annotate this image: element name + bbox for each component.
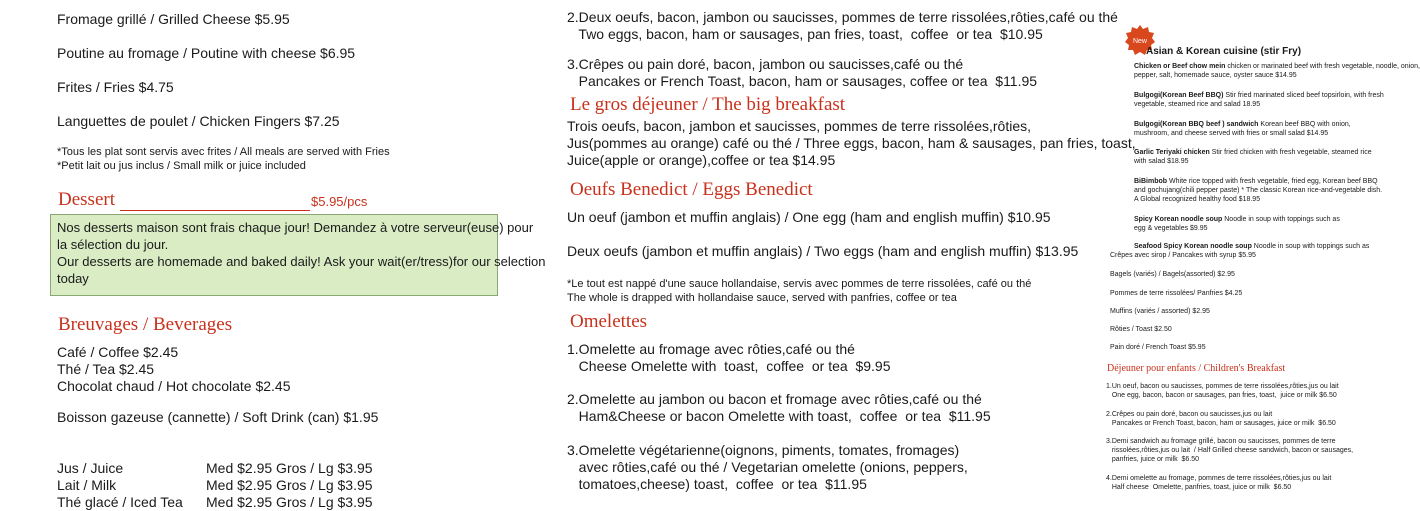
asian-item-desc: egg & vegetables $9.95 xyxy=(1134,225,1208,232)
menu-item: Poutine au fromage / Poutine with cheese $6.95 xyxy=(57,45,356,61)
asian-item-desc: with salad $18.95 xyxy=(1134,158,1189,165)
asian-item-name: Garlic Teriyaki chicken xyxy=(1134,149,1210,156)
side-item: Rôties / Toast $2.50 xyxy=(1110,326,1172,333)
right-column xyxy=(1090,0,1420,500)
kids-item-line: 1.Un oeuf, bacon ou saucisses, pommes de terre rissolées,rôties,jus ou lait xyxy=(1106,383,1339,390)
side-item: Muffins (variés / assorted) $2.95 xyxy=(1110,308,1210,315)
asian-item-desc: vegetable, steamed rice and salad 18.95 xyxy=(1134,101,1261,108)
asian-item-name: Bulgogi(Korean Beef BBQ) xyxy=(1134,92,1224,99)
omelette-item-fr: 1.Omelette au fromage avec rôties,café ou thé xyxy=(567,341,855,357)
asian-item xyxy=(1134,62,1420,80)
dessert-heading: Dessert xyxy=(58,189,115,210)
kids-item xyxy=(1106,410,1336,428)
note: *Tous les plat sont servis avec frites / All meals are served with Fries xyxy=(57,146,390,158)
breakfast-item-fr: 3.Crêpes ou pain doré, bacon, jambon ou saucisses,café ou thé xyxy=(567,56,964,72)
breakfast-item-en: Two eggs, bacon, ham or sausages, pan fries, toast, coffee or tea $10.95 xyxy=(567,26,1043,42)
asian-item-name: Spicy Korean noodle soup xyxy=(1134,216,1223,223)
asian-item-name: Chicken or Beef chow mein xyxy=(1134,63,1226,70)
big-breakfast-line: Trois oeufs, bacon, jambon et saucisses, pommes de terre rissolées,rôties, xyxy=(567,118,1032,134)
new-badge-label: New xyxy=(1132,38,1148,45)
benedict-item: Deux oeufs (jambon et muffin anglais) / Two eggs (ham and english muffin) $13.95 xyxy=(567,243,1079,259)
juice-name: Jus / Juice xyxy=(57,460,124,476)
big-breakfast-heading: Le gros déjeuner / The big breakfast xyxy=(570,94,846,115)
asian-item-desc: and gochujang(chili pepper paste) * The classic Korean rice-and-vegetable dish. xyxy=(1134,187,1383,194)
omelette-item-en: Cheese Omelette with toast, coffee or tea $9.95 xyxy=(567,358,891,374)
asian-item-desc: White rice topped with fresh vegetable, fried egg, Korean beef BBQ xyxy=(1167,178,1378,185)
kids-item xyxy=(1106,474,1331,492)
omelettes-heading: Omelettes xyxy=(570,311,648,332)
juice-price: Med $2.95 Gros / Lg $3.95 xyxy=(206,477,373,493)
side-item: Crêpes avec sirop / Pancakes with syrup $5.95 xyxy=(1110,252,1256,259)
side-item: Pommes de terre rissolées/ Panfries $4.25 xyxy=(1110,290,1243,297)
asian-item-desc: Stir fried marinated sliced beef topsirloin, with fresh xyxy=(1223,92,1384,99)
kids-item-line: Pancakes or French Toast, bacon, ham or sausages, juice or milk $6.50 xyxy=(1106,420,1336,427)
asian-item xyxy=(1134,120,1351,138)
asian-item xyxy=(1134,148,1372,166)
asian-item-name: Bulgogi(Korean BBQ beef ) sandwich xyxy=(1134,121,1259,128)
asian-item-desc: Stir fried chicken with fresh vegetable, steamed rice xyxy=(1209,149,1372,156)
beverage-item: Thé / Tea $2.45 xyxy=(57,361,155,377)
juice-name: Lait / Milk xyxy=(57,477,117,493)
dessert-box-line: today xyxy=(57,271,89,286)
asian-item xyxy=(1134,215,1340,233)
menu-item: Frites / Fries $4.75 xyxy=(57,79,174,95)
beverage-item: Café / Coffee $2.45 xyxy=(57,344,179,360)
omelette-item-en: Ham&Cheese or bacon Omelette with toast, coffee or tea $11.95 xyxy=(567,408,991,424)
dessert-box-line: Nos desserts maison sont frais chaque jour! Demandez à votre serveur(euse) pour xyxy=(57,220,534,235)
omelette-item-fr: 3.Omelette végétarienne(oignons, piments, tomates, fromages) xyxy=(567,442,960,458)
kids-item-line: 3.Demi sandwich au fromage grillé, bacon ou saucisses, pommes de terre xyxy=(1106,438,1336,445)
asian-item-desc: chicken or marinated beef with fresh vegetable, noodle, onion, xyxy=(1225,63,1420,70)
asian-item xyxy=(1134,91,1384,109)
kids-item-line: rissolées,rôties,jus ou lait / Half Grilled cheese sandwich, bacon or sausages, xyxy=(1106,447,1354,454)
soft-drink-item: Boisson gazeuse (cannette) / Soft Drink (can) $1.95 xyxy=(57,409,379,425)
breakfast-item-en: Pancakes or French Toast, bacon, ham or sausages, coffee or tea $11.95 xyxy=(567,73,1038,89)
asian-section xyxy=(1090,0,1420,250)
kids-item xyxy=(1106,382,1339,400)
big-breakfast-line: Juice(apple or orange),coffee or tea $14.95 xyxy=(567,152,836,168)
big-breakfast-line: Jus(pommes au orange) café ou thé / Three eggs, bacon, ham & sausages, pan fries, toast, xyxy=(567,135,1136,151)
kids-item-line: 2.Crêpes ou pain doré, bacon ou saucisses,jus ou lait xyxy=(1106,411,1273,418)
benedict-note: *Le tout est nappé d'une sauce hollandaise, servis avec pommes de terre rissolées, café ou thé xyxy=(567,278,1032,290)
dessert-rule xyxy=(120,210,310,211)
dessert-box-line: la sélection du jour. xyxy=(57,237,169,252)
kids-item-line: One egg, bacon, bacon or sausages, pan fries, toast, juice or milk $6.50 xyxy=(1106,392,1337,399)
asian-item xyxy=(1134,177,1382,204)
juice-price: Med $2.95 Gros / Lg $3.95 xyxy=(206,460,373,476)
asian-item-desc: Noodle in soup with toppings such as xyxy=(1222,216,1340,223)
asian-heading: Asian & Korean cuisine (stir Fry) xyxy=(1146,46,1302,57)
benedict-heading: Oeufs Benedict / Eggs Benedict xyxy=(570,179,813,200)
asian-item-desc: Korean beef BBQ with onion, xyxy=(1258,121,1351,128)
kids-item xyxy=(1106,437,1353,464)
beverages-heading: Breuvages / Beverages xyxy=(58,314,233,335)
menu-item: Fromage grillé / Grilled Cheese $5.95 xyxy=(57,11,290,27)
asian-item xyxy=(1134,242,1369,251)
beverage-item: Chocolat chaud / Hot chocolate $2.45 xyxy=(57,378,291,394)
asian-item-name: BiBimbob xyxy=(1134,178,1168,185)
juice-name: Thé glacé / Iced Tea xyxy=(57,494,183,510)
benedict-note: The whole is drapped with hollandaise sauce, served with panfries, coffee or tea xyxy=(567,292,957,304)
kids-heading: Déjeuner pour enfants / Children's Breakfast xyxy=(1107,363,1286,374)
kids-item-line: Half cheese Omelette, panfries, toast, juice or milk $6.50 xyxy=(1106,484,1292,491)
omelette-item-en: tomatoes,cheese) toast, coffee or tea $11.95 xyxy=(567,476,867,492)
dessert-box-line: Our desserts are homemade and baked daily! Ask your wait(er/tress)for our selection xyxy=(57,254,546,269)
asian-item-desc: mushroom, and cheese served with fries or small salad $14.95 xyxy=(1134,130,1329,137)
asian-item-desc: A Global recognized healthy food $18.95 xyxy=(1134,196,1261,203)
omelette-item-fr: 2.Omelette au jambon ou bacon et fromage avec rôties,café ou thé xyxy=(567,391,982,407)
menu-item: Languettes de poulet / Chicken Fingers $7.25 xyxy=(57,113,340,129)
note: *Petit lait ou jus inclus / Small milk or juice included xyxy=(57,160,306,172)
benedict-item: Un oeuf (jambon et muffin anglais) / One egg (ham and english muffin) $10.95 xyxy=(567,209,1051,225)
kids-item-line: 4.Demi omelette au fromage, pommes de terre rissolées,rôties,jus ou lait xyxy=(1106,475,1332,482)
left-column xyxy=(0,0,546,510)
asian-item-desc: pepper, salt, homemade sauce, oyster sauce $14.95 xyxy=(1134,72,1297,79)
side-item: Bagels (variés) / Bagels(assorted) $2.95 xyxy=(1110,271,1235,278)
breakfast-item-fr: 2.Deux oeufs, bacon, jambon ou saucisses, pommes de terre rissolées,rôties,café ou thé xyxy=(567,9,1118,25)
dessert-info-box xyxy=(50,214,546,296)
kids-item-line: panfries, juice or milk $6.50 xyxy=(1106,456,1199,463)
asian-item-name: Seafood Spicy Korean noodle soup xyxy=(1134,243,1252,250)
dessert-price: $5.95/pcs xyxy=(311,194,368,209)
middle-column xyxy=(540,0,1136,500)
asian-item-desc: Noodle in soup with toppings such as xyxy=(1251,243,1370,250)
juice-price: Med $2.95 Gros / Lg $3.95 xyxy=(206,494,373,510)
omelette-item-en: avec rôties,café ou thé / Vegetarian omelette (onions, peppers, xyxy=(567,459,968,475)
side-item: Pain doré / French Toast $5.95 xyxy=(1110,344,1206,351)
